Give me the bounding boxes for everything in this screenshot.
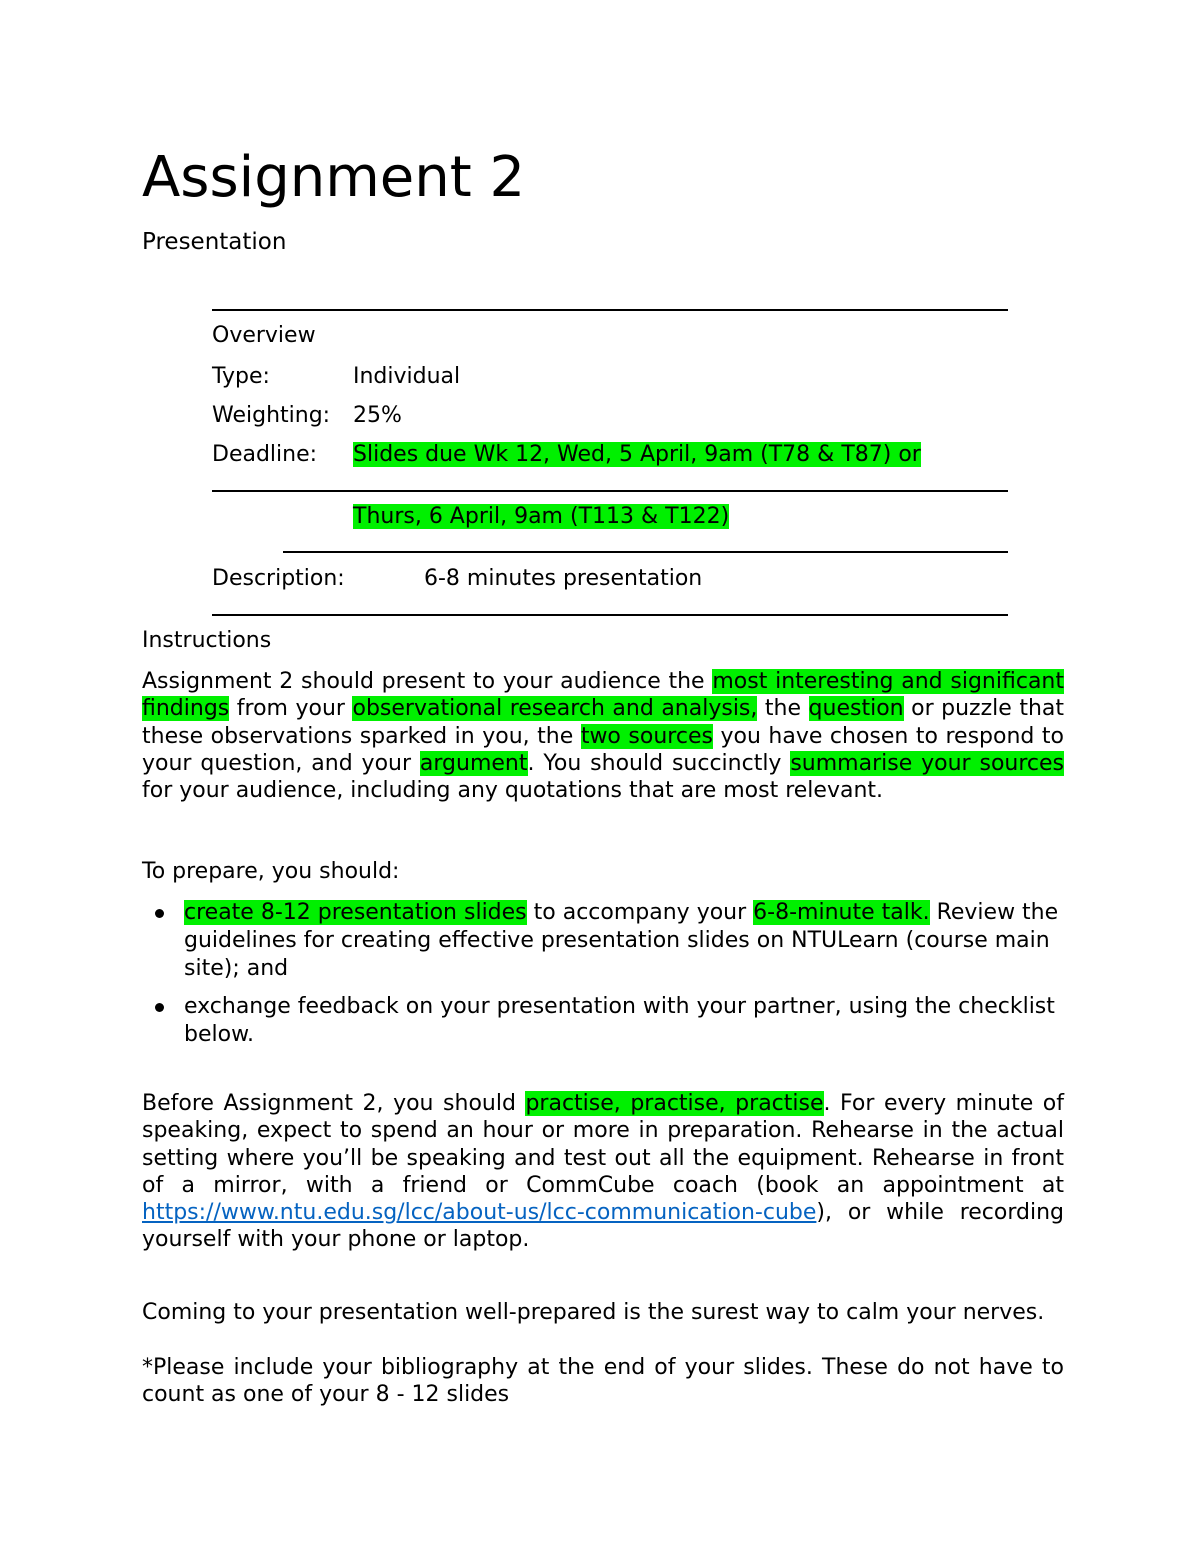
bullet-icon <box>155 1003 164 1012</box>
instructions-paragraph-2: Before Assignment 2, you should practise, practise, practise. For every minute of speaking, expect to spend an hour or more in preparation. Rehearse in the actual setting where you’ll be speaking and test out all the equipment. Rehearse in front of a mirror, with a friend or CommCube coach (book an appointment at https://www.ntu.edu.sg/lcc/about-us/lcc-communication-cube), or while recording yourself with your phone or laptop. <box>142 1091 1064 1253</box>
instructions-paragraph-3: Coming to your presentation well-prepared is the surest way to calm your nerves. <box>142 1300 1045 1325</box>
deadline-line-1: Slides due Wk 12, Wed, 5 April, 9am (T78 & T87) or <box>353 442 921 467</box>
highlight-practise: practise, practise, practise <box>525 1091 824 1116</box>
highlight-talk: 6-8-minute talk. <box>753 900 930 925</box>
weighting-label: Weighting: <box>212 403 331 428</box>
page-title: Assignment 2 <box>142 145 526 210</box>
highlight-question: question <box>808 696 904 722</box>
overview-heading: Overview <box>212 323 316 348</box>
prepare-intro: To prepare, you should: <box>142 859 400 884</box>
list-item: create 8-12 presentation slides to accompany your 6-8-minute talk. Review the guidelines for creating effective presentation slides on NTULearn (course main site); and <box>142 899 1064 982</box>
prepare-list <box>142 899 1064 1049</box>
description-label: Description: <box>212 566 345 591</box>
commcube-link[interactable]: https://www.ntu.edu.sg/lcc/about-us/lcc-communication-cube <box>142 1200 817 1226</box>
deadline-line-2: Thurs, 6 April, 9am (T113 & T122) <box>353 504 730 529</box>
bullet-icon <box>155 909 164 918</box>
weighting-value: 25% <box>353 403 402 428</box>
instructions-heading: Instructions <box>142 628 272 653</box>
highlight-slides: create 8-12 presentation slides <box>184 900 527 925</box>
deadline-label: Deadline: <box>212 442 318 467</box>
page-subtitle: Presentation <box>142 229 287 255</box>
highlight-research: observational research and analysis, <box>352 696 758 722</box>
overview-top-rule <box>212 309 1008 311</box>
instructions-paragraph-1: Assignment 2 should present to your audience the most interesting and significant findings from your observational research and analysis, the question or puzzle that these observations sparked in you, the two sources you have chosen to respond to your question, and your argument. You should succinctly summarise your sources for your audience, including any quotations that are most relevant. <box>142 669 1064 804</box>
overview-mid-rule <box>212 490 1008 492</box>
highlight-argument: argument <box>419 750 528 776</box>
type-label: Type: <box>212 364 270 389</box>
instructions-paragraph-4: *Please include your bibliography at the end of your slides. These do not have to count as one of your 8 - 12 slides <box>142 1355 1064 1408</box>
highlight-two-sources: two sources <box>580 723 713 749</box>
description-value: 6-8 minutes presentation <box>424 566 703 591</box>
highlight-findings: most interesting and significant findings <box>142 669 1064 722</box>
highlight-summarise: summarise your sources <box>790 750 1064 776</box>
overview-lower-rule <box>283 551 1008 553</box>
type-value: Individual <box>353 364 461 389</box>
overview-bottom-rule <box>212 614 1008 616</box>
list-item: exchange feedback on your presentation with your partner, using the checklist below. <box>142 993 1064 1049</box>
